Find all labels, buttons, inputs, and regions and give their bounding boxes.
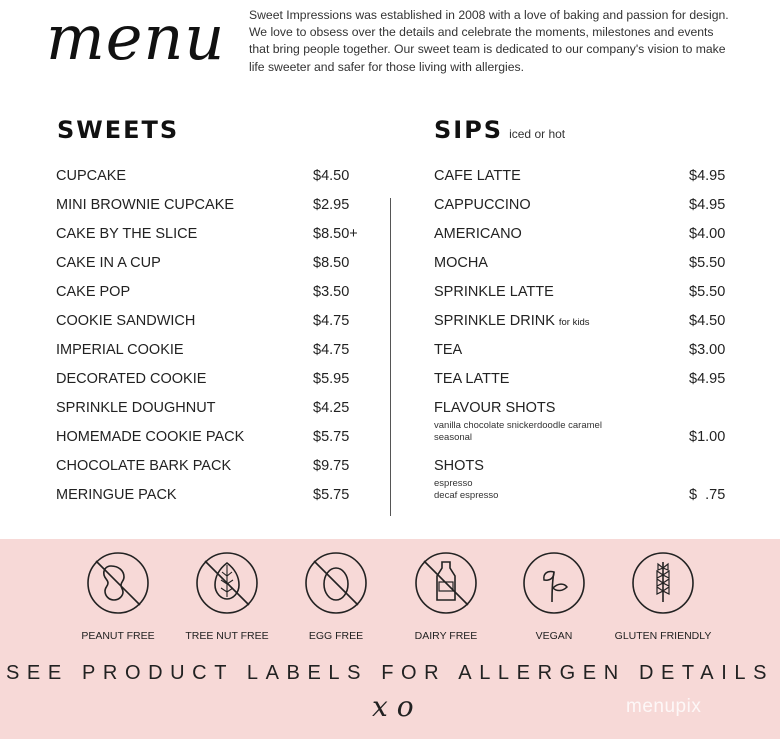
sips-subtitle: iced or hot — [509, 127, 566, 141]
item-price: $5.50 — [689, 255, 726, 271]
allergen-badge-egg — [281, 550, 391, 642]
item-price: $3.50 — [313, 284, 350, 300]
item-name: SPRINKLE DOUGHNUT — [56, 400, 216, 416]
list-item — [56, 253, 361, 282]
item-name: CAPPUCCINO — [434, 197, 531, 213]
gluten-friendly-icon — [608, 550, 718, 616]
allergen-badge-gluten — [608, 550, 718, 642]
list-item — [434, 166, 734, 195]
item-name: MERINGUE PACK — [56, 487, 177, 503]
allergen-badge-vegan — [499, 550, 609, 642]
egg-free-icon — [281, 550, 391, 616]
item-price: $9.75 — [313, 458, 350, 474]
sips-heading — [434, 116, 565, 144]
shots-option-decaf: decaf espresso — [434, 490, 499, 501]
allergen-label: TREE NUT FREE — [185, 630, 269, 642]
item-price: $8.50+ — [313, 226, 358, 242]
list-item — [56, 195, 361, 224]
item-name: IMPERIAL COOKIE — [56, 342, 184, 358]
shots-option-espresso: espresso — [434, 478, 473, 489]
item-price: $4.75 — [313, 342, 350, 358]
list-item — [56, 340, 361, 369]
item-price: $4.95 — [689, 197, 726, 213]
item-name: TEA — [434, 342, 463, 358]
sweets-title: SWEETS — [57, 116, 180, 144]
list-item — [56, 166, 361, 195]
item-name: MOCHA — [434, 255, 488, 271]
peanut-free-icon — [63, 550, 173, 616]
item-price: $4.00 — [689, 226, 726, 242]
list-item — [56, 485, 361, 514]
item-name: CAKE IN A CUP — [56, 255, 161, 271]
flavour-shots-item — [434, 398, 734, 456]
allergen-label: EGG FREE — [308, 630, 364, 642]
item-name: FLAVOUR SHOTS — [434, 400, 556, 416]
list-item — [56, 369, 361, 398]
list-item — [434, 282, 734, 311]
item-name-text: SPRINKLE DRINK — [434, 313, 555, 329]
item-price: $2.95 — [313, 197, 350, 213]
tree-nut-free-icon — [172, 550, 282, 616]
item-name: CHOCOLATE BARK PACK — [56, 458, 232, 474]
vegan-icon — [499, 550, 609, 616]
sweets-list — [56, 166, 361, 514]
allergen-badge-tree-nut — [172, 550, 282, 642]
item-price: $1.00 — [689, 429, 726, 445]
item-price: $5.50 — [689, 284, 726, 300]
item-name: HOMEMADE COOKIE PACK — [56, 429, 245, 445]
flavour-options: vanilla chocolate snickerdoodle caramel — [434, 420, 602, 431]
list-item — [56, 311, 361, 340]
allergen-badge-dairy — [391, 550, 501, 642]
list-item — [434, 224, 734, 253]
item-name: SHOTS — [434, 458, 484, 474]
column-divider — [390, 198, 391, 516]
item-name: CAFE LATTE — [434, 168, 521, 184]
item-name: AMERICANO — [434, 226, 522, 242]
item-price: $8.50 — [313, 255, 350, 271]
item-name: DECORATED COOKIE — [56, 371, 207, 387]
sweets-heading — [57, 116, 179, 144]
allergen-notice: SEE PRODUCT LABELS FOR ALLERGEN DETAILS — [5, 662, 775, 684]
list-item — [434, 340, 734, 369]
list-item — [56, 456, 361, 485]
item-name: CUPCAKE — [56, 168, 127, 184]
allergen-label: DAIRY FREE — [414, 630, 478, 642]
intro-paragraph: Sweet Impressions was established in 2008 with a love of baking and passion for design. We love to obsess over the details and celebrate the moments, milestones and events that bring people together. Our sweet team is dedicated to our company's vision to make life sweeter and safer for those living with allergies. — [249, 8, 729, 74]
allergen-badge-peanut — [63, 550, 173, 642]
list-item — [56, 282, 361, 311]
list-item — [56, 398, 361, 427]
item-price: $4.95 — [689, 371, 726, 387]
item-name: CAKE POP — [56, 284, 131, 300]
sips-list — [434, 166, 734, 506]
list-item — [434, 311, 734, 340]
item-name: TEA LATTE — [434, 371, 510, 387]
list-item — [434, 253, 734, 282]
allergen-label: GLUTEN FRIENDLY — [614, 630, 712, 642]
item-price: $5.75 — [313, 429, 350, 445]
item-name: SPRINKLE LATTE — [434, 284, 554, 300]
item-note: for kids — [558, 317, 590, 328]
flavour-options-seasonal: seasonal — [434, 432, 473, 443]
item-price: $3.00 — [689, 342, 726, 358]
sips-title: SIPS — [434, 116, 504, 144]
watermark: menupix — [626, 696, 702, 717]
shots-item — [434, 456, 734, 506]
item-name: COOKIE SANDWICH — [56, 313, 196, 329]
menu-logo: menu — [46, 1, 226, 74]
item-price: $5.95 — [313, 371, 350, 387]
list-item — [434, 369, 734, 398]
item-price: $5.75 — [313, 487, 350, 503]
item-name: MINI BROWNIE CUPCAKE — [56, 197, 235, 213]
item-price: $4.50 — [689, 313, 726, 329]
list-item — [56, 224, 361, 253]
allergen-label: VEGAN — [535, 630, 573, 642]
item-name — [434, 311, 590, 333]
item-price: $4.50 — [313, 168, 350, 184]
signoff: x o — [372, 690, 414, 723]
dairy-free-icon — [391, 550, 501, 616]
allergen-label: PEANUT FREE — [81, 630, 155, 642]
list-item — [434, 195, 734, 224]
item-price: $4.95 — [689, 168, 726, 184]
list-item — [56, 427, 361, 456]
item-price: $4.75 — [313, 313, 350, 329]
item-price: $4.25 — [313, 400, 350, 416]
item-name: CAKE BY THE SLICE — [56, 226, 198, 242]
item-price: $ .75 — [689, 487, 726, 503]
